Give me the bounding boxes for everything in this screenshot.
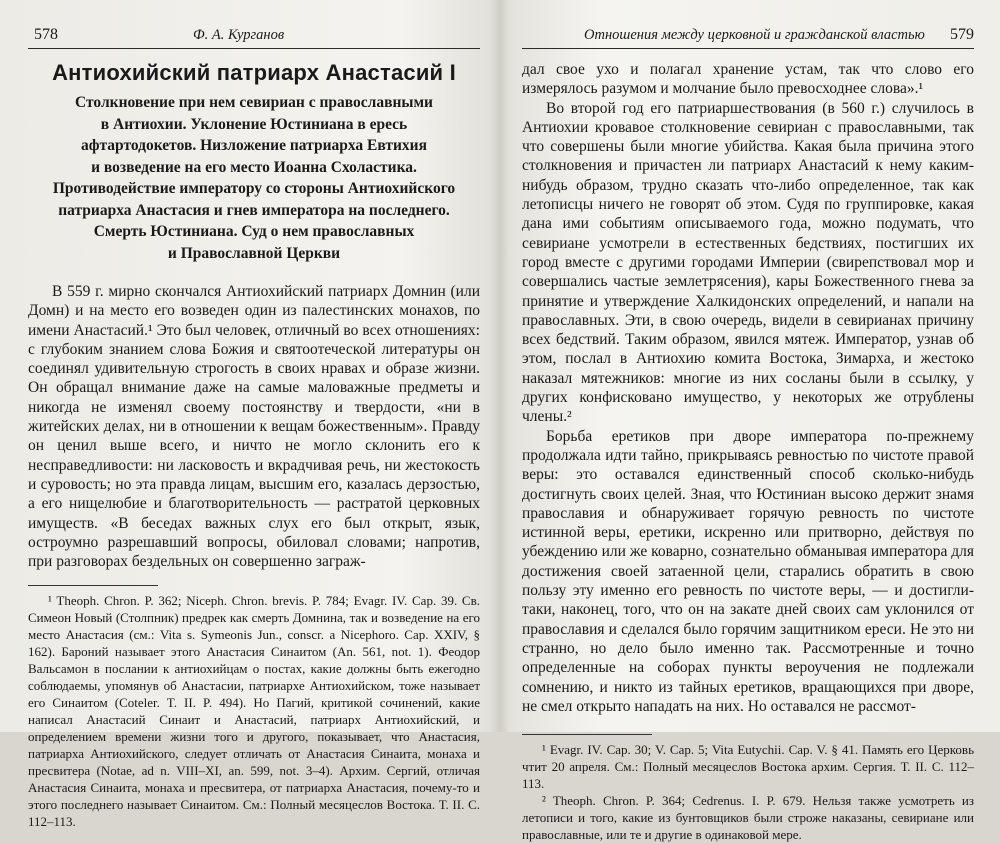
running-title: Ф. А. Курганов [193, 27, 285, 43]
footnote-divider [28, 585, 158, 586]
right-body [522, 60, 974, 716]
subtitle-line: и возведение на его место Иоанна Схоластика. [91, 158, 417, 176]
page-number: 578 [34, 26, 58, 43]
chapter-subtitle [38, 92, 470, 264]
left-content [28, 60, 480, 830]
footnote: ¹ Theoph. Chron. P. 362; Niceph. Chron. brevis. P. 784; Evagr. IV. Cap. 39. Св. Симеон Новый (Столпник) предрек как смерть Домнина, так и возведение на его место Анастасия (см.: Vita s. Symeonis Jun., conscr. a Nicephoro. Cap. XXIV, § 162). Бароний называет этого Анастасия Синаитом (An. 561, not. 1). Феодор Вальсамон в послании к антиохийцам о постах, какие должны быть ежегодно соблюдаемы, упомянув об Анастасии, патриархе Антиохийском, тоже называет его Синаитом (Coteler. T. II. P. 494). Но Пагий, критикой сочинений, какие написал Анастасий Синаит и Анастасий, патриарх Антиохийский, и определением времени жизни того и другого, показывает, что Анастасия, патриарха Антиохийского, следует отличать от Анастасия Синаита, монаха и пресвитера (Notae, ad n. VIII–XI, an. 599, not. 3–4). Архим. Сергий, отличая Анастасия Синаита, монаха и пресвитера, от патриарха Анастасия, почему-то и этого последнего называет Синаитом. См.: Полный месяцеслов Востока. Т. II. С. 112–113. [28, 593, 480, 830]
footnote: ¹ Evagr. IV. Cap. 30; V. Cap. 5; Vita Eutychii. Cap. V. § 41. Память его Церковь чтит 20 апреля. См.: Полный месяцеслов Востока архим. Сергия. Т. II. С. 112–113. [522, 742, 974, 792]
subtitle-line: Противодействие императору со стороны Антиохийского [52, 180, 456, 197]
right-running-header [522, 26, 974, 49]
footnote-divider [522, 734, 652, 735]
subtitle-line: Столкновение при нем севириан с православными [75, 94, 433, 111]
subtitle-line: патриарха Анастасия и гнев императора на последнего. [58, 201, 450, 219]
body-paragraph-continued: дал свое ухо и полагал хранение устам, так что слово его измерялось разумом и молчание было превосходнее слова».¹ [522, 61, 974, 98]
subtitle-line: и Православной Церкви [167, 244, 341, 262]
page-number: 579 [950, 26, 974, 43]
footnote: ² Theoph. Chron. P. 364; Cedrenus. I. P. 679. Нельзя также усмотреть из летописи и того, какие из бунтовщиков были строже наказаны, севириане или православные, или те и другие в одинаковой мере. [522, 793, 974, 843]
running-title: Отношения между церковной и гражданской властью [584, 27, 925, 43]
body-paragraph: Во второй год его патриаршествования (в 560 г.) случилось в Антиохии кровавое столкновение севириан с православными, так что совершены были многие убийства. Какая была причина этого столкновения и причастен ли патриарх Анастасий к нему каким-нибудь образом, трудно сказать что-либо определенное, так как летописцы ничего не говорят об этом. Судя по группировке, какая дана ими событиям описываемого года, можно подумать, что севириане усмотрели в естественных бедствиях, постигших их город вместе с другими городами Империи (свирепствовал мор и совершались частые землетрясения), кары Божественного гнева за принятие и утверждение Халкидонских определений, и напали на православных. Эти, в свою очередь, видели в севирианах причину всех бедствий. Таким образом, явился мятеж. Император, узнав об этом, послал в Антиохию комита Востока, Зимарха, и жестоко наказал мятежников: многие из них сосланы были в ссылку, у других конфисковано имущество, у некоторых же отрублены члены.² [522, 99, 974, 426]
body-paragraph: В 559 г. мирно скончался Антиохийский патриарх Домнин (или Домн) и на место его возведен один из палестинских монахов, по имени Анастасий.¹ Это был человек, отличный во всех отношениях: с глубоким знанием слова Божия и святоотеческой литературы он соединял удивительную строгость в своих нравах и образе жизни. Он обращал внимание даже на самые маловажные предметы и никогда не изменял своему постоянству и твердости, «ни в житейских делах, ни в отношении к вещам божественным». Правду он ценил выше всего, и ничто не могло склонить его к несправедливости: ни ласковость и вкрадчивая речь, ни жестокость и суровость; но эта правда лицам, высшим его, казалась дерзостью, а его нищелюбие и благотворительность — растратой церковных имуществ. «В беседах важных слух его был открыт, язык, остроумно разрешавший вопросы, обиловал словами; напротив, при разговорах бездельных он совершенно заграж- [28, 283, 480, 571]
left-running-header [28, 26, 480, 49]
left-body [28, 282, 480, 571]
body-paragraph: Борьба еретиков при дворе императора по-прежнему продолжала идти тайно, прикрываясь ревностью по чистоте правой веры: это оставался единственный способ сколько-нибудь достигнуть своих целей. Зная, что Юстиниан высоко держит знамя православия и обнаруживает горячую ревность по чистоте истинной веры, еретики, искренно или притворно, действуя по убеждению или же коварно, сознательно обманывая императора для достижения своей затаенной цели, старались обратить в свою пользу эту именно его ревность по чистоте веры, — и достигли-таки, наконец, того, что он на закате дней своих сам уклонился от православия и сделался было горячим защитником ереси. Не это ни странно, но дело было именно так. Рассмотренные и точно определенные на соборах пункты вероучения не подлежали сомнению, и никто из тайных еретиков, вращающихся при дворе, не смел открыто нападать на них. Но оставался не рассмот- [522, 427, 974, 715]
left-page [28, 0, 480, 830]
subtitle-line: Смерть Юстиниана. Суд о нем православных [93, 223, 415, 240]
right-page [522, 0, 974, 843]
subtitle-line: в Антиохии. Уклонение Юстиниана в ересь [100, 115, 408, 133]
chapter-title: Антиохийский патриарх Анастасий I [52, 60, 456, 85]
subtitle-line: афтартодокетов. Низложение патриарха Евтихия [81, 137, 427, 154]
right-content [522, 60, 974, 843]
